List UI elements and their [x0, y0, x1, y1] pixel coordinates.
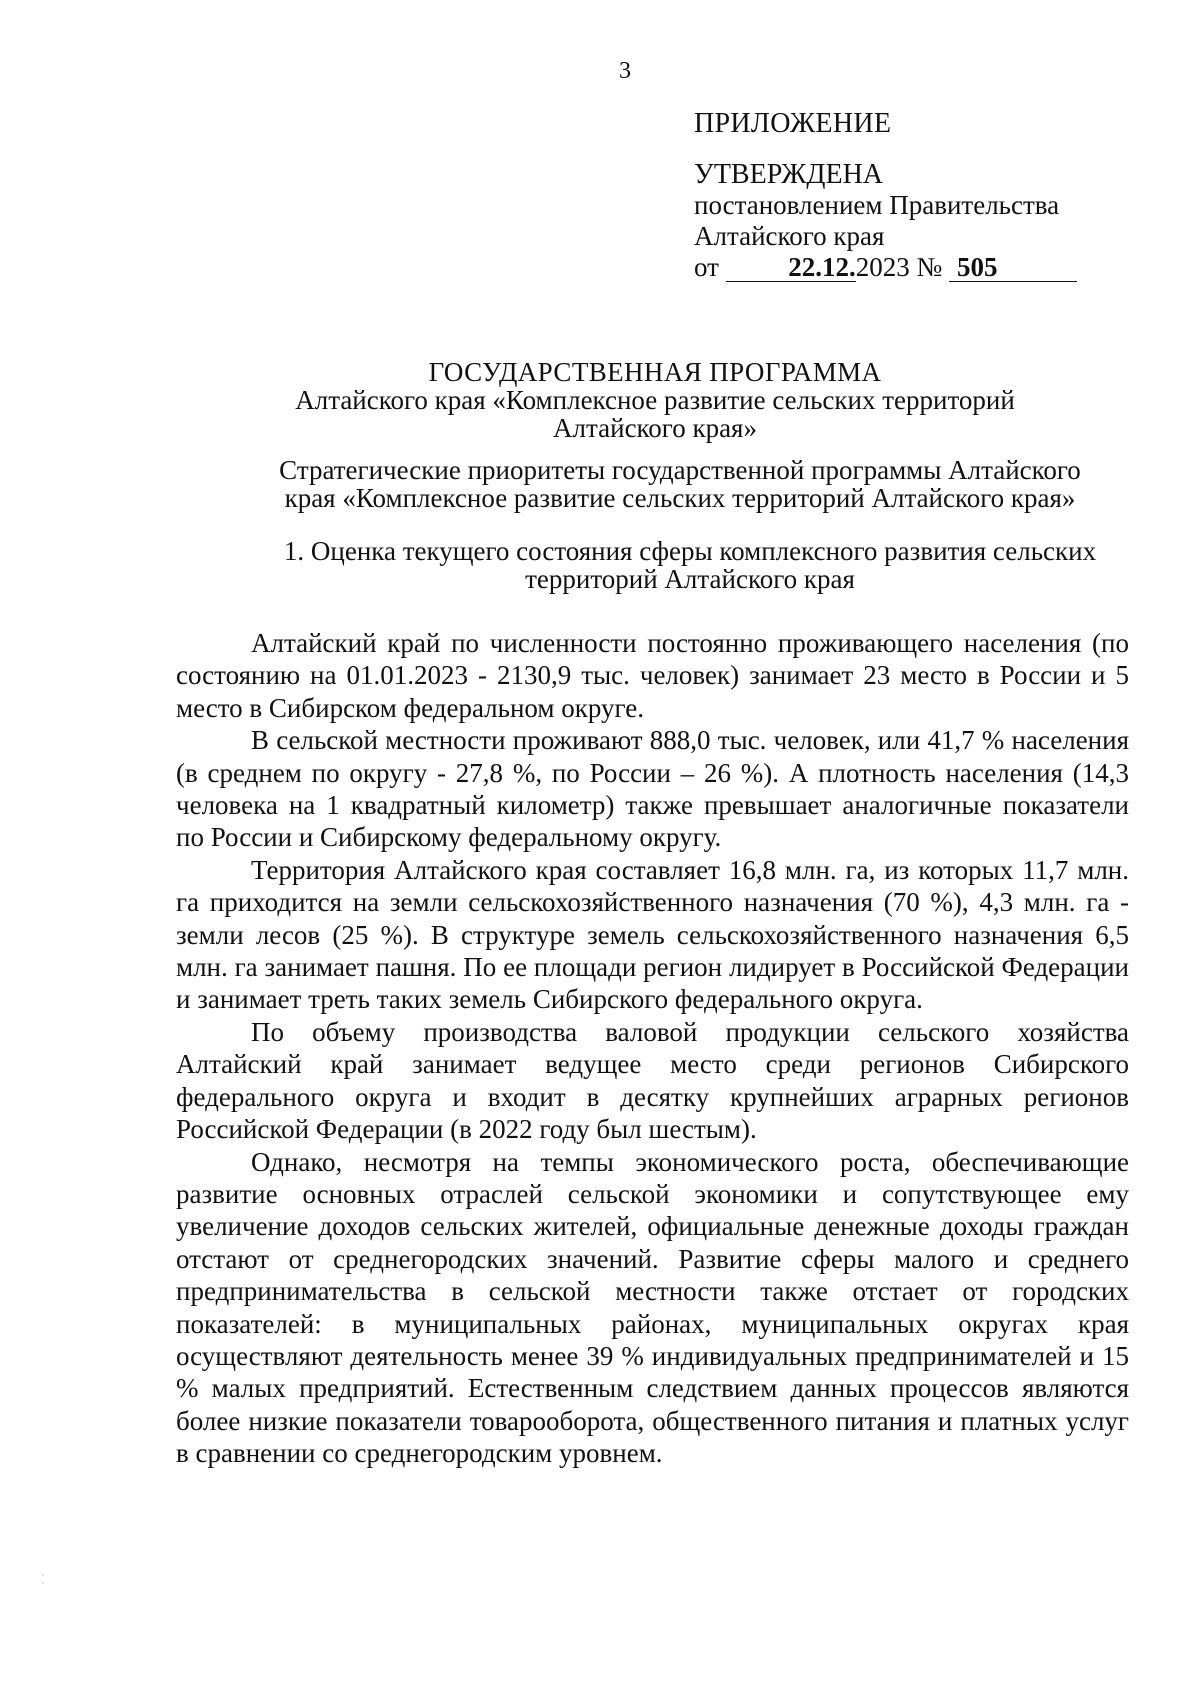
- scan-artifact: [42, 1582, 44, 1584]
- priorities-heading: [230, 456, 1130, 512]
- approved-label: УТВЕРЖДЕНА: [694, 159, 884, 190]
- scan-artifact: [42, 1574, 44, 1576]
- approval-date: 22.12.: [726, 254, 856, 282]
- priorities-line1: Стратегические приоритеты государственной программы Алтайского: [279, 455, 1081, 485]
- paragraph: Территория Алтайского края составляет 16,8 млн. га, из которых 11,7 млн. га приходится на земли сельскохозяйственного назначения (70 %), 4,3 млн. га - земли лесов (25 %). В структуре земель сельскохозяйственного назначения 6,5 млн. га занимает пашня. По ее площади регион лидирует в Российской Федерации и занимает треть таких земель Сибирского федерального округа.: [176, 854, 1129, 1015]
- approval-line-government: постановлением Правительства: [694, 190, 1060, 220]
- program-title: ГОСУДАРСТВЕННАЯ ПРОГРАММА: [428, 357, 882, 387]
- page-number: 3: [619, 58, 631, 84]
- paragraph: По объему производства валовой продукции сельского хозяйства Алтайский край занимает ведущее место среди регионов Сибирского федерального округа и входит в десятку крупнейших аграрных регионов Российской Федерации (в 2022 году был шестым).: [176, 1016, 1129, 1145]
- paragraph: В сельской местности проживают 888,0 тыс. человек, или 41,7 % населения (в среднем по округу - 27,8 %, по России – 26 %). А плотность населения (14,3 человека на 1 квадратный километр) также превышает аналогичные показатели по России и Сибирскому федеральному округу.: [176, 725, 1129, 853]
- body-text: [176, 627, 1129, 1470]
- approval-number: 505: [949, 254, 1077, 282]
- date-prefix: от: [694, 252, 719, 282]
- section-heading: [250, 537, 1130, 593]
- section-line2: территорий Алтайского края: [525, 564, 855, 594]
- program-subtitle-line2: Алтайского края»: [553, 413, 757, 443]
- priorities-line2: края «Комплексное развитие сельских территорий Алтайского края»: [284, 483, 1076, 513]
- approval-line-region: Алтайского края: [694, 221, 885, 251]
- paragraph: Однако, несмотря на темпы экономического роста, обеспечивающие развитие основных отраслей сельской экономики и сопутствующее ему увеличение доходов сельских жителей, официальные денежные доходы граждан отстают от среднегородских значений. Развитие сферы малого и среднего предпринимательства в сельской местности также отстает от городских показателей: в муниципальных районах, муниципальных округах края осуществляют деятельность менее 39 % индивидуальных предпринимателей и 15 % малых предприятий. Естественным следствием данных процессов являются более низкие показатели товарооборота, общественного питания и платных услуг в сравнении со среднегородским уровнем.: [176, 1146, 1129, 1469]
- program-heading: [180, 358, 1130, 442]
- section-line1: 1. Оценка текущего состояния сферы комплексного развития сельских: [283, 536, 1097, 566]
- approval-year: 2023 №: [855, 252, 943, 282]
- approval-stamp-block: [694, 108, 1174, 283]
- paragraph: Алтайский край по численности постоянно проживающего населения (по состоянию на 01.01.2023 - 2130,9 тыс. человек) занимает 23 место в России и 5 место в Сибирском федеральном округе.: [176, 628, 1129, 723]
- appendix-label: ПРИЛОЖЕНИЕ: [694, 108, 892, 139]
- program-subtitle-line1: Алтайского края «Комплексное развитие сельских территорий: [295, 385, 1015, 415]
- approval-date-line: [694, 252, 1174, 283]
